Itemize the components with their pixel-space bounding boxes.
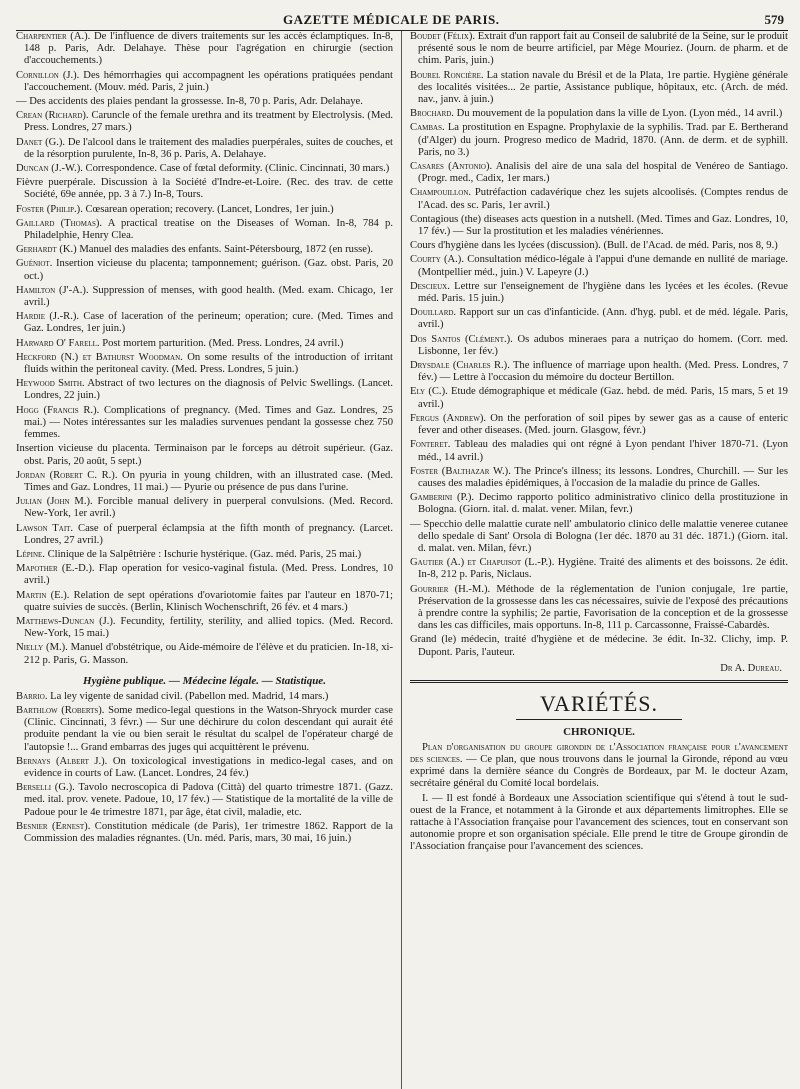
entry-author: Gaillard (Thomas). (16, 217, 103, 229)
bibliography-entry (16, 244, 393, 256)
bibliography-entry (410, 281, 788, 305)
entry-author: Gautier (A.) et Chapuisot (L.-P.). (410, 557, 555, 569)
bibliography-entry (16, 496, 393, 520)
entry-author: Drysdale (Charles R.). (410, 360, 510, 372)
bibliography-entry (410, 519, 788, 556)
signature: Dr A. Dureau. (720, 662, 782, 674)
entry-author: Lawson Tait. (16, 522, 74, 534)
bibliography-entry (16, 163, 393, 175)
bibliography-entry (16, 96, 393, 108)
entry-text: Os adubos mineraes para a nutriçao do homem. (Corr. med. Lisbonne, 1er fév.) (418, 333, 788, 357)
bibliography-entry (410, 307, 788, 331)
bibliography-entry (410, 254, 788, 278)
entry-author: Hardie (J.-R.). (16, 311, 80, 323)
entry-author: Heywood Smith. (16, 378, 85, 390)
chronique-paragraph (410, 742, 788, 791)
section-divider (410, 680, 788, 683)
entry-author: Boudet (Félix). (410, 31, 476, 42)
bibliography-entry (16, 218, 393, 242)
entry-text: Forcible manual delivery in puerperal convulsions. (Med. Record. New-York, 1er avril.) (24, 496, 393, 520)
entry-text: La prostitution en Espagne. Prophylaxie de la syphilis. Trad. par E. Bertherand (d'Alger) du journ. Progreso medico de Madrid, 1870. (Ann. de derm. et de syphill. Paris, no 3.) (418, 122, 788, 158)
right-entry-list (410, 31, 788, 659)
entry-text: On some results of the introduction of irritant fluids within the peritoneal cavity. (Med. Press. Londres, 5 juin.) (24, 351, 393, 376)
bibliography-entry (410, 634, 788, 658)
entry-author: Besnier (Ernest). (16, 820, 91, 832)
entry-author: Ely (C.). (410, 386, 448, 398)
bibliography-entry (16, 470, 393, 494)
entry-text: The influence of marriage upon health. (Med. Press. Londres, 7 fév.) — Lettre à l'occasion du mémoire du docteur Bertillon. (418, 360, 788, 384)
entry-text: Contagious (the) diseases acts question in a nutshell. (Med. Times and Gaz. Londres, 10, 17 fév.) — Sur la prostitution et les maladies vénériennes. (410, 213, 788, 238)
entry-author: Barthlow (Roberts). (16, 704, 105, 716)
heading-rule (516, 719, 682, 720)
entry-text: Clinique de la Salpêtrière : Ischurie hystérique. (Gaz. méd. Paris, 25 mai.) (44, 548, 362, 560)
entry-author: Guéniot. (16, 258, 53, 270)
left-entry-list-2 (16, 691, 393, 845)
entry-text: Relation de sept opérations d'ovariotomie faites par l'auteur en 1870-71; quatre suivies de succès. (Berlin, Klinisch Wochenschrift, 26 fév. et 4 mars.) (24, 589, 393, 613)
entry-text: Some medico-legal questions in the Watson-Shryock murder case (Clinic. Cincinnati, 3 févr.) — Sur une déchirure du colon descendant qui aurait été produite pendant la vie ou bien serait le résultat du scalpel de l'opérateur chargé de l'autopsie !... Grand embarras des juges qui acquittèrent le prévenu. (24, 704, 393, 753)
entry-author: Bernays (Albert J.). (16, 755, 108, 767)
bibliography-entry (16, 443, 393, 467)
entry-author: Champouillon. (410, 187, 472, 199)
entry-text: Flap operation for vesico-vaginal fistula. (Med. Press. Londres, 10 avril.) (24, 563, 394, 587)
bibliography-entry (16, 642, 393, 666)
entry-author: Foster (Philip.). (16, 203, 83, 215)
entry-text: Des hémorrhagies qui accompagnent les opérations pratiquées pendant l'accouchement. (Mouv. méd. Paris, 2 juin.) (24, 69, 394, 93)
entry-author: Heckford (N.) et Bathurst Woodman. (16, 351, 183, 363)
entry-author: Bourel Roncière. (410, 69, 484, 81)
entry-author: Mapother (E.-D.). (16, 563, 95, 575)
entry-author: Jordan (Robert C. R.). (16, 469, 118, 481)
page-number: 579 (764, 12, 784, 27)
entry-text: Grand (le) médecin, traité d'hygiène et de médecine. 3e édit. In-32. Clichy, imp. P. Dupont. Paris, l'auteur. (410, 634, 788, 658)
entry-text: Du mouvement de la population dans la ville de Lyon. (Lyon méd., 14 avril.) (453, 108, 783, 120)
entry-author: Barrio. (16, 690, 48, 702)
entry-author: Dos Santos (Clément.). (410, 333, 513, 345)
entry-author: Descieux. (410, 280, 450, 292)
entry-text: Putréfaction cadavérique chez les sujets alcoolisés. (Comptes rendus de l'Acad. des sc. Paris, 1er avril.) (418, 187, 788, 211)
bibliography-entry (16, 110, 393, 134)
bibliography-entry (16, 258, 393, 282)
entry-text: De l'alcool dans le traitement des maladies puerpérales, suites de couches, et de la résorption purulente, In-8, 36 p. Paris, A. Delahaye. (24, 136, 393, 160)
bibliography-entry (16, 137, 393, 161)
entry-text: Insertion vicieuse du placenta. Terminaison par le forceps au détroit supérieur. (Gaz. obst. Paris, 20 août, 5 sept.) (16, 443, 393, 467)
entry-text: Méthode de la réglementation de l'union conjugale, 1re partie, Préservation de la grossesse dans les cas nécessaires, suivie de l'exposé des précautions à prendre contre la syphilis; 2e partie, Favorisation de la conception et de la grossesse dans les cas difficiles, mais opportuns. In-8, 111 p. Carcassonne, Fraissé-Cabardès. (418, 583, 788, 632)
bibliography-entry (16, 549, 393, 561)
entry-text: Suppression of menses, with good health. (Med. exam. Chicago, 1er avril.) (24, 284, 393, 309)
entry-text: Post mortem parturition. (Med. Press. Londres, 24 avril.) (99, 337, 344, 349)
entry-author: Courty (A.). (410, 254, 464, 266)
journal-title: GAZETTE MÉDICALE DE PARIS. (283, 12, 500, 27)
entry-author: Charpentier (A.). (16, 31, 91, 42)
bibliography-entry (410, 122, 788, 159)
entry-text: — Des accidents des plaies pendant la grossesse. In-8, 70 p. Paris, Adr. Delahaye. (16, 96, 363, 108)
paragraph-text: — Ce plan, que nous trouvons dans le journal la Gironde, répond au vœu exprimé dans la dernière séance du Congrès de Bordeaux, par M. le docteur Azam, secrétaire général du Comité local bordelais. (410, 753, 788, 790)
entry-text: Etude démographique et médicale (Gaz. hebd. de méd. Paris, 15 mars, 5 et 19 avril.) (418, 386, 788, 410)
entry-author: Hamilton (J'-A.). (16, 284, 89, 296)
chronique-paragraph (410, 793, 788, 854)
left-entry-list (16, 31, 393, 667)
entry-author: Julian (John M.). (16, 496, 93, 508)
bibliography-entry (16, 311, 393, 335)
bibliography-entry (410, 492, 788, 516)
entry-author: Casares (Antonio). (410, 161, 493, 173)
entry-author: Gamberini (P.). (410, 492, 475, 504)
entry-text: La station navale du Brésil et de la Plata, 1re partie. Hygiène générale des localités visitées... 2e partie, Assistance publique, hôpitaux, etc. (Arch. de méd. nav., janv. à juin.) (418, 69, 788, 106)
entry-text: Complications of pregnancy. (Med. Times and Gaz. Londres, 25 mai.) — Notes intéressantes sur les maladies survenues pendant la gossesse chez 750 femmes. (24, 404, 393, 441)
right-column (402, 31, 788, 1089)
entry-text: Tableau des maladies qui ont régné à Lyon pendant l'hiver 1870-71. (Lyon méd., 14 avril.) (418, 439, 788, 463)
bibliography-entry (410, 439, 788, 463)
entry-text: Tavolo necroscopica di Padova (Città) del quarto trimestre 1871. (Gazz. med. ital. prov. venete. Padoue, 10, 17 fév.) — Statistique de la mortalité de la ville de Padoue pour le 4e trimestre 1871, par âge, état civil, maladie, etc. (24, 782, 394, 818)
entry-text: Fecundity, fertility, sterility, and allied topics. (Med. Record. New-York, 15 mai.) (24, 615, 393, 640)
columns (16, 31, 788, 1089)
entry-author: Duncan (J.-W.). (16, 163, 83, 175)
bibliography-entry (16, 590, 393, 614)
entry-author: Nielly (M.). (16, 642, 68, 654)
entry-text: Fièvre puerpérale. Discussion à la Société d'Indre-et-Loire. (Rec. des trav. de cette Société, 69e année, pp. 3 à 7.) In-8, Tours. (16, 177, 393, 201)
bibliography-entry (16, 204, 393, 216)
bibliography-entry (410, 161, 788, 185)
paragraph-lead: Plan d'organisation du groupe girondin de l'Association française pour l'avancement des sciences. (410, 741, 788, 765)
entry-text: Manuel d'obstétrique, ou Aide-mémoire de l'élève et du praticien. In-18, xi-212 p. Paris, G. Masson. (24, 642, 393, 666)
bibliography-entry (16, 782, 393, 819)
bibliography-entry (410, 108, 788, 120)
entry-author: Gerhardt (K.) (16, 244, 77, 256)
entry-text: Correspondence. Case of fœtal deformity. (Clinic. Cincinnati, 30 mars.) (82, 163, 390, 175)
varietes-heading: VARIÉTÉS. (540, 690, 658, 716)
bibliography-entry (410, 214, 788, 238)
entry-author: Fonteret. (410, 439, 451, 451)
entry-author: Lépine. (16, 548, 45, 560)
page-header (16, 6, 788, 31)
entry-text: Case of puerperal éclampsia at the fifth month of pregnancy. (Larcet. Londres, 27 avril.) (24, 522, 393, 546)
entry-author: Harward O' Farell. (16, 337, 100, 349)
entry-text: De l'influence de divers traitements sur les accès éclamptiques. In-8, 148 p. Paris, Adr. Delahaye. Thèse pour l'agrégation en chirurgie (section d'accouchements.) (24, 31, 393, 67)
entry-text: Case of laceration of the perineum; operation; cure. (Med. Times and Gaz. Londres, 1er juin.) (24, 311, 393, 335)
entry-author: Danet (G.). (16, 136, 66, 148)
paragraph-text: I. — Il est fondé à Bordeaux une Association scientifique qui s'étend à tout le sud-ouest de la France, et notamment à la Gironde et aux départements limitrophes. Elle se rattache à l'Association française pour l'avancement des sciences, tout en conservant son autonomie propre et son organisation spéciale. Elle prend le titre de Groupe girondin de l'Association française pour l'avancement des sciences. (410, 792, 788, 853)
bibliography-entry (410, 334, 788, 358)
entry-text: Caruncle of the female urethra and its treatment by Electrolysis. (Med. Press. Londres, 27 mars.) (24, 110, 394, 134)
entry-text: Analisis del aire de una sala del hospital de Venéreo de Santiago. (Progr. med., Cadix, 1er mars.) (418, 161, 788, 185)
entry-author: Gourrier (H.-M.). (410, 583, 491, 595)
bibliography-entry (16, 821, 393, 845)
bibliography-entry (16, 691, 393, 703)
entry-text: Hygiène. Traité des aliments et des boissons. 2e édit. In-8, 212 p. Paris, Niclaus. (418, 557, 788, 581)
entry-text: A practical treatise on the Diseases of Woman. In-8, 784 p. Philadelphie, Henry Clea. (24, 217, 393, 242)
bibliography-entry (16, 338, 393, 350)
left-column (16, 31, 402, 1089)
entry-author: Foster (Balthazar W.). (410, 465, 511, 477)
entry-text: Manuel des maladies des enfants. Saint-Pétersbourg, 1872 (en russe). (76, 244, 374, 256)
bibliography-entry (16, 756, 393, 780)
chronique-heading: CHRONIQUE. (563, 725, 635, 738)
bibliography-entry (410, 557, 788, 581)
entry-author: Brochard. (410, 108, 454, 120)
entry-text: On the perforation of soil pipes by sewer gas as a cause of enteric fever and other diseases. (Med. journ. Glasgow, févr.) (418, 412, 788, 437)
entry-text: Lettre sur l'enseignement de l'hygiène dans les lycées et les écoles. (Revue méd. Paris. 15 juin.) (418, 280, 788, 305)
bibliography-entry (16, 177, 393, 201)
bibliography-entry (16, 563, 393, 587)
bibliography-entry (410, 187, 788, 211)
bibliography-entry (16, 616, 393, 640)
entry-text: — Specchio delle malattie curate nell' ambulatorio clinico delle malattie veneree cutanee dello spedale di Sant' Orsola di Bologna (1er déc. 1870 au 31 déc. 1871.) (Giorn. ital. d. malat. ven. Milan, févr.) (410, 518, 788, 554)
bibliography-entry (16, 31, 393, 68)
bibliography-entry (16, 70, 393, 94)
entry-author: Matthews-Duncan (J.). (16, 615, 116, 627)
bibliography-entry (410, 386, 788, 410)
section-subheading: Hygiène publique. — Médecine légale. — Statistique. (83, 674, 326, 687)
entry-text: Insertion vicieuse du placenta; tamponnement; guérison. (Gaz. obst. Paris, 20 oct.) (24, 258, 393, 282)
entry-author: Martin (E.). (16, 589, 70, 601)
entry-text: Consultation médico-légale à l'appui d'une demande en nullité de mariage. (Montpellier méd., juin.) V. Lapeyre (J.) (418, 254, 788, 278)
bibliography-entry (16, 405, 393, 442)
entry-text: On toxicological investigations in medico-legal cases, and on evidence in courts of Law. (Lancet. Londres, 24 fév.) (24, 755, 393, 779)
entry-author: Fergus (Andrew). (410, 412, 487, 424)
bibliography-entry (16, 378, 393, 402)
bibliography-entry (16, 523, 393, 547)
entry-author: Cambas. (410, 122, 445, 134)
bibliography-entry (410, 31, 788, 68)
bibliography-entry (16, 705, 393, 754)
entry-text: The Prince's illness; its lessons. Londres, Churchill. — Sur les causes des maladies épidémiques, à l'occasion de la maladie du prince de Galles. (418, 465, 788, 489)
entry-text: Constitution médicale (de Paris), 1er trimestre 1862. Rapport de la Commission des maladies régnantes. (Un. méd. Paris, mars, 30 mai, 16 juin.) (24, 820, 393, 844)
entry-text: Extrait d'un rapport fait au Conseil de salubrité de la Seine, sur le produit présenté sous le nom de beurre artificiel, par Mège Mouriez. (Journ. de pharm. et de chim. Paris, juin.) (418, 31, 788, 67)
entry-author: Crean (Richard). (16, 110, 89, 122)
bibliography-entry (410, 584, 788, 633)
entry-text: Cours d'hygiène dans les lycées (discussion). (Bull. de l'Acad. de méd. Paris, nos 8, 9.) (410, 240, 778, 252)
entry-text: Decimo rapporto politico administrativo clinico della prostituzione in Bologna. (Giorn. ital. d. malat. vener. Milan, fevr.) (418, 492, 788, 516)
bibliography-entry (410, 413, 788, 437)
entry-author: Douillard. (410, 307, 457, 319)
entry-text: On pyuria in young children, with an illustrated case. (Med. Times and Gaz. Londres, 11 mai.) — Pyurie ou présence de pus dans l'urine. (24, 469, 393, 493)
bibliography-entry (410, 70, 788, 107)
bibliography-entry (410, 466, 788, 490)
entry-text: Cœsarean operation; recovery. (Lancet, Londres, 1er juin.) (82, 203, 334, 215)
bibliography-entry (16, 352, 393, 376)
chronique-body (410, 742, 788, 854)
entry-author: Berselli (G.). (16, 782, 75, 794)
entry-text: La ley vigente de sanidad civil. (Pabellon med. Madrid, 14 mars.) (47, 690, 329, 702)
bibliography-entry (410, 240, 788, 252)
bibliography-entry (410, 360, 788, 384)
entry-text: Rapport sur un cas d'infanticide. (Ann. d'hyg. publ. et de méd. légale. Paris, avril.) (418, 307, 788, 331)
entry-author: Cornillon (J.). (16, 69, 80, 81)
bibliography-entry (16, 285, 393, 309)
entry-text: Abstract of two lectures on the diagnosis of Pelvic Swellings. (Lancet. Londres, 22 juin.) (24, 378, 393, 402)
entry-author: Hogg (Francis R.). (16, 404, 100, 416)
